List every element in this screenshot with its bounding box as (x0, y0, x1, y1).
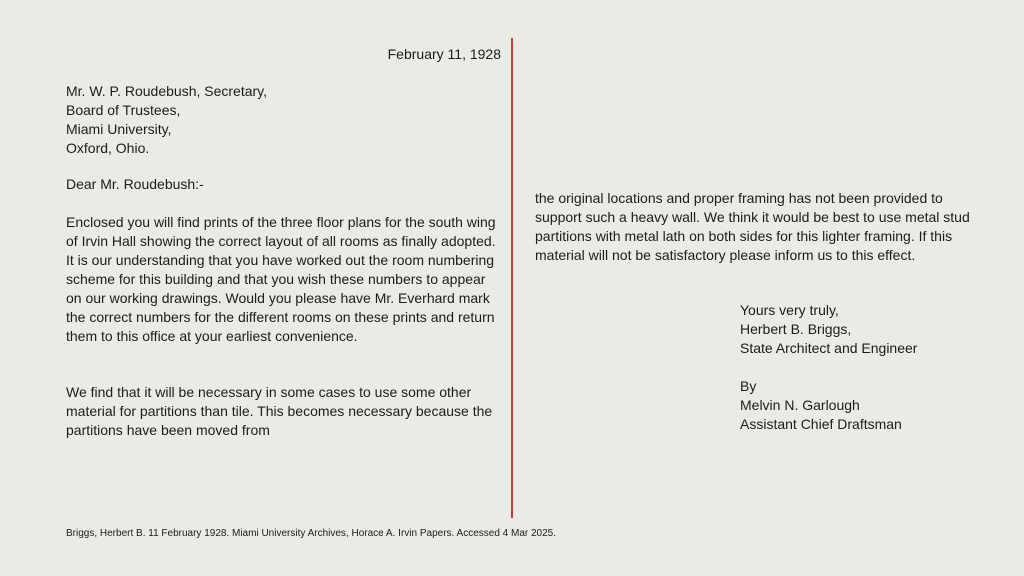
letter-date: February 11, 1928 (387, 46, 501, 62)
signature-spacer (740, 358, 917, 377)
complimentary-close: Yours very truly, (740, 302, 839, 318)
drafter-name: Melvin N. Garlough (740, 397, 860, 413)
address-line: Mr. W. P. Roudebush, Secretary, (66, 83, 268, 99)
signer-title: State Architect and Engineer (740, 340, 918, 356)
closing-signature-block (740, 301, 917, 434)
address-line: Miami University, (66, 121, 172, 137)
drafter-title: Assistant Chief Draftsman (740, 416, 902, 432)
recipient-address (66, 82, 267, 158)
source-citation: Briggs, Herbert B. 11 February 1928. Miami University Archives, Horace A. Irvin Papers. Accessed 4 Mar 2025. (66, 528, 557, 539)
salutation: Dear Mr. Roudebush:- (66, 176, 204, 192)
address-line: Board of Trustees, (66, 102, 181, 118)
body-paragraph-1: Enclosed you will find prints of the three floor plans for the south wing of Irvin Hall showing the correct layout of all rooms as finally adopted. It is our understanding that you have worked out the room numbering scheme for this building and that you wish these numbers to appear on our working drawings. Would you please have Mr. Everhard mark the correct numbers for the different rooms on these prints and return them to this office at your earliest convenience. (66, 214, 496, 344)
signer-name: Herbert B. Briggs, (740, 321, 852, 337)
body-paragraph-2: We find that it will be necessary in some cases to use some other material for partitions than tile. This becomes necessary because the partitions have been moved from (66, 384, 493, 438)
body-paragraph-2-continued: the original locations and proper framing has not been provided to support such a heavy wall. We think it would be best to use metal stud partitions with metal lath on both sides for this lighter framing. If this material will not be satisfactory please inform us to this effect. (535, 190, 970, 263)
column-divider (511, 38, 513, 518)
address-line: Oxford, Ohio. (66, 140, 150, 156)
by-line: By (740, 378, 757, 394)
